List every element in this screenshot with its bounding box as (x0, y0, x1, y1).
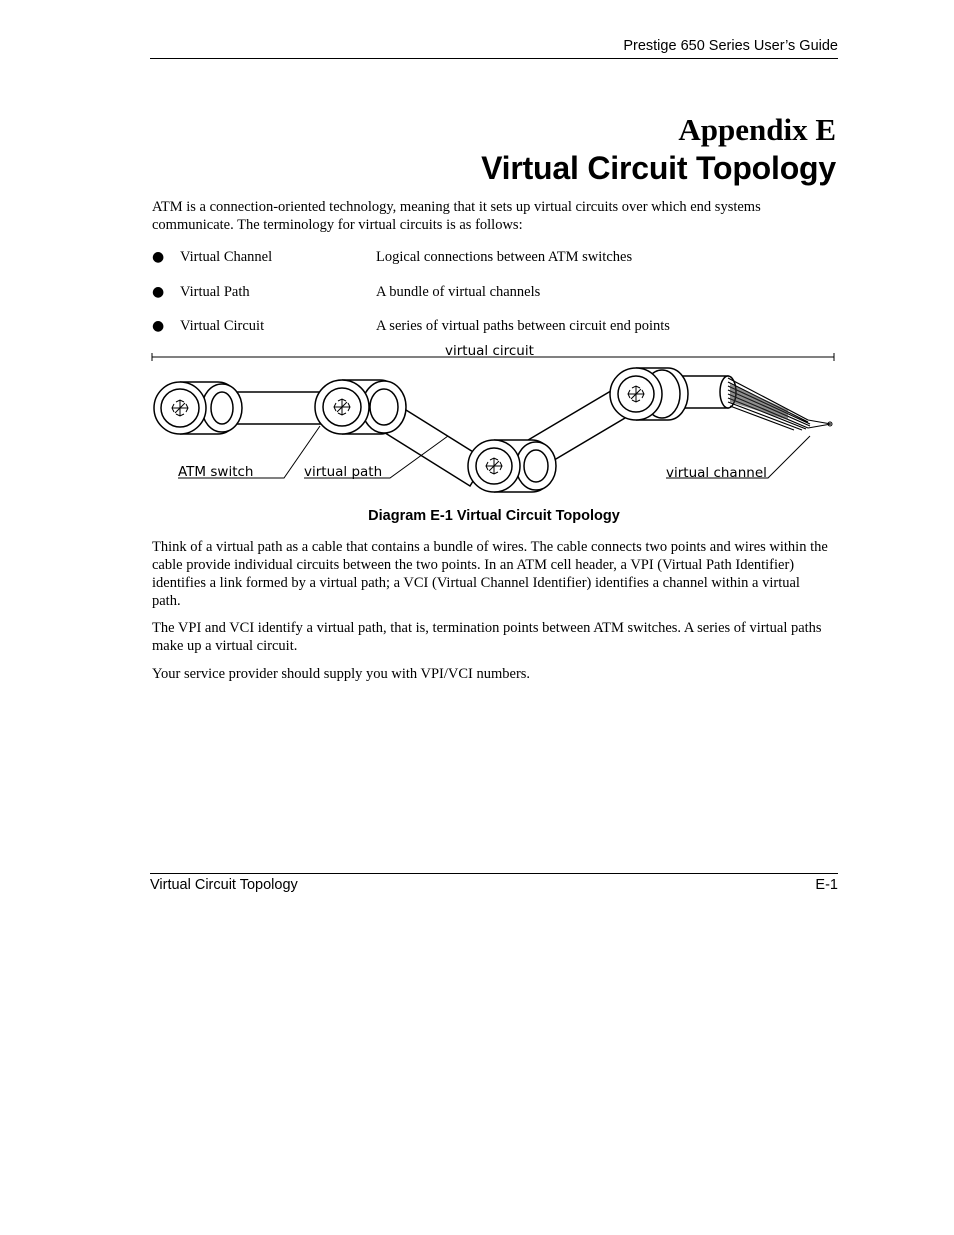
header-rule (150, 58, 838, 59)
footer-rule (150, 873, 838, 874)
atm-switch-icon (315, 380, 406, 434)
term: Virtual Circuit (180, 318, 265, 334)
virtual-channel-label: virtual channel (666, 465, 767, 481)
list-item (152, 283, 832, 318)
page-number: E-1 (815, 877, 838, 893)
diagram-caption: Diagram E-1 Virtual Circuit Topology (368, 508, 620, 524)
page-title: Virtual Circuit Topology (481, 150, 836, 186)
atm-switch-icon (610, 368, 688, 420)
footer-section-title: Virtual Circuit Topology (150, 877, 298, 893)
intro-paragraph: ATM is a connection-oriented technology, meaning that it sets up virtual circuits over which end systems communicate. The terminology for virtual circuits is as follows: (152, 199, 761, 233)
running-header: Prestige 650 Series User’s Guide (623, 38, 838, 54)
atm-switch-icon (154, 382, 242, 434)
term-definition: A series of virtual paths between circuit end points (376, 318, 670, 334)
atm-switch-label: ATM switch (178, 464, 254, 480)
body-paragraph: Think of a virtual path as a cable that contains a bundle of wires. The cable connects two points and wires within the cable provide individual circuits between the two points. In an ATM cell header, a VPI (Virtual Path Identifier) identifies a link formed by a virtual path; a VCI (Virtual Channel Identifier) identifies a channel within a virtual path. (152, 539, 828, 609)
term-definition: A bundle of virtual channels (376, 283, 541, 300)
virtual-circuit-diagram (148, 340, 838, 500)
term-list (152, 248, 832, 352)
bullet-icon: ● (152, 249, 165, 265)
diagram-svg (148, 340, 838, 500)
body-paragraph: The VPI and VCI identify a virtual path, that is, termination points between ATM switches. A series of virtual paths make up a virtual circuit. (152, 620, 822, 654)
virtual-path-label: virtual path (304, 464, 383, 480)
list-item (152, 248, 832, 283)
term: Virtual Channel (180, 249, 273, 265)
term: Virtual Path (180, 283, 250, 300)
bullet-icon: ● (152, 318, 165, 334)
appendix-label: Appendix E (678, 112, 836, 147)
virtual-circuit-label: virtual circuit (445, 343, 534, 359)
bullet-icon: ● (152, 283, 165, 300)
term-definition: Logical connections between ATM switches (376, 249, 633, 265)
body-paragraph: Your service provider should supply you with VPI/VCI numbers. (152, 666, 531, 682)
atm-switch-icon (468, 440, 556, 492)
